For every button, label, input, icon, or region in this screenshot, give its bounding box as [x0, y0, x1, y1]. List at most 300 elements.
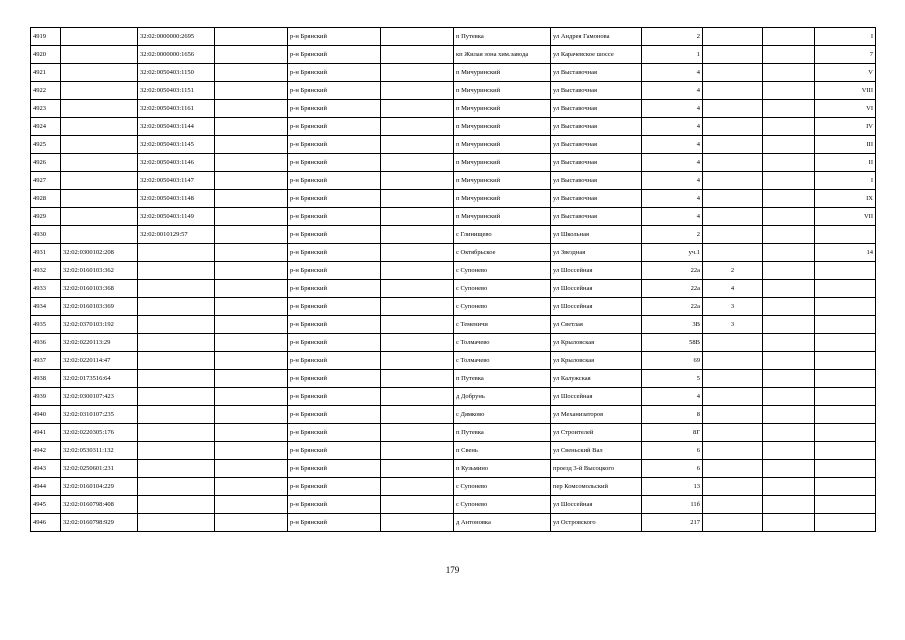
table-cell: [763, 262, 815, 280]
table-cell: [815, 316, 876, 334]
table-body: [31, 28, 876, 532]
table-cell: [703, 100, 763, 118]
table-cell: с Октябрьское: [454, 244, 551, 262]
table-row: [31, 298, 876, 316]
table-cell: ул Выставочная: [551, 64, 642, 82]
data-table: [30, 27, 876, 532]
table-cell: [763, 190, 815, 208]
table-cell: [763, 208, 815, 226]
table-cell: п Мичуринский: [454, 136, 551, 154]
table-row: [31, 208, 876, 226]
table-cell: [703, 172, 763, 190]
table-cell: с Толмачево: [454, 334, 551, 352]
table-cell: 32:02:0220305:176: [61, 424, 138, 442]
table-cell: 4931: [31, 244, 61, 262]
table-cell: [138, 442, 215, 460]
table-cell: 4921: [31, 64, 61, 82]
table-cell: [215, 28, 288, 46]
table-cell: р-н Брянский: [288, 316, 381, 334]
table-cell: 4934: [31, 298, 61, 316]
table-cell: [763, 406, 815, 424]
table-cell: [61, 172, 138, 190]
table-cell: I: [815, 172, 876, 190]
table-cell: р-н Брянский: [288, 100, 381, 118]
table-cell: [763, 478, 815, 496]
table-cell: [381, 226, 454, 244]
table-cell: IX: [815, 190, 876, 208]
table-cell: р-н Брянский: [288, 460, 381, 478]
table-cell: [815, 478, 876, 496]
table-cell: [381, 352, 454, 370]
table-cell: 32:02:0160103:362: [61, 262, 138, 280]
table-cell: [138, 406, 215, 424]
table-cell: [763, 136, 815, 154]
table-cell: [763, 352, 815, 370]
table-cell: 4946: [31, 514, 61, 532]
table-cell: [763, 514, 815, 532]
table-cell: [381, 460, 454, 478]
table-cell: р-н Брянский: [288, 478, 381, 496]
table-cell: [815, 262, 876, 280]
table-row: [31, 262, 876, 280]
table-cell: 32:02:0000000:1656: [138, 46, 215, 64]
table-cell: III: [815, 136, 876, 154]
table-cell: [138, 388, 215, 406]
table-cell: [381, 388, 454, 406]
table-row: [31, 388, 876, 406]
table-cell: [138, 478, 215, 496]
table-cell: [215, 82, 288, 100]
table-cell: ул Светлая: [551, 316, 642, 334]
table-cell: [763, 424, 815, 442]
table-cell: ул Карачевское шоссе: [551, 46, 642, 64]
table-cell: [215, 226, 288, 244]
table-cell: [703, 388, 763, 406]
table-cell: [763, 154, 815, 172]
table-cell: ул Выставочная: [551, 190, 642, 208]
table-cell: [381, 118, 454, 136]
table-cell: [703, 334, 763, 352]
table-cell: 2: [642, 226, 703, 244]
table-cell: 32:02:0050403:1150: [138, 64, 215, 82]
table-cell: р-н Брянский: [288, 244, 381, 262]
table-cell: д Добрунь: [454, 388, 551, 406]
table-cell: [215, 460, 288, 478]
table-row: [31, 514, 876, 532]
table-cell: [381, 82, 454, 100]
table-cell: с Дямково: [454, 406, 551, 424]
table-cell: [381, 64, 454, 82]
table-cell: 32:02:0160104:229: [61, 478, 138, 496]
table-row: [31, 28, 876, 46]
table-cell: [381, 424, 454, 442]
table-cell: [215, 370, 288, 388]
table-cell: р-н Брянский: [288, 64, 381, 82]
table-cell: [61, 28, 138, 46]
table-cell: 4: [642, 208, 703, 226]
table-cell: 32:02:0050403:1147: [138, 172, 215, 190]
table-cell: р-н Брянский: [288, 190, 381, 208]
table-cell: [763, 172, 815, 190]
table-cell: 32:02:0050403:1148: [138, 190, 215, 208]
table-cell: с Теменичи: [454, 316, 551, 334]
table-cell: [215, 514, 288, 532]
table-cell: [61, 208, 138, 226]
table-cell: 32:02:0050403:1145: [138, 136, 215, 154]
table-cell: 4938: [31, 370, 61, 388]
table-cell: [215, 118, 288, 136]
table-cell: [815, 352, 876, 370]
table-cell: [215, 154, 288, 172]
table-cell: 32:02:0300107:423: [61, 388, 138, 406]
table-cell: 32:02:0050403:1144: [138, 118, 215, 136]
table-cell: [215, 136, 288, 154]
table-cell: ул Крыловская: [551, 352, 642, 370]
table-cell: 22а: [642, 280, 703, 298]
table-cell: 6: [642, 460, 703, 478]
table-cell: с Супонево: [454, 280, 551, 298]
table-cell: 22а: [642, 262, 703, 280]
table-cell: [815, 496, 876, 514]
table-cell: ул Шоссейная: [551, 262, 642, 280]
table-cell: 4923: [31, 100, 61, 118]
table-row: [31, 478, 876, 496]
table-cell: 4920: [31, 46, 61, 64]
table-cell: 11б: [642, 496, 703, 514]
table-cell: 32:02:0220114:47: [61, 352, 138, 370]
table-cell: 32:02:0220113:29: [61, 334, 138, 352]
table-cell: 32:02:0173516:64: [61, 370, 138, 388]
table-cell: 4944: [31, 478, 61, 496]
table-cell: [138, 262, 215, 280]
table-cell: п Кузьмино: [454, 460, 551, 478]
table-cell: с Супонево: [454, 262, 551, 280]
table-cell: [763, 370, 815, 388]
table-row: [31, 118, 876, 136]
table-cell: п Путевка: [454, 424, 551, 442]
table-row: [31, 172, 876, 190]
table-cell: 14: [815, 244, 876, 262]
table-cell: [703, 496, 763, 514]
table-cell: [215, 496, 288, 514]
table-cell: [815, 460, 876, 478]
table-cell: ул Калужская: [551, 370, 642, 388]
table-cell: п Мичуринский: [454, 208, 551, 226]
table-cell: ул Выставочная: [551, 82, 642, 100]
table-cell: [815, 370, 876, 388]
table-cell: [703, 406, 763, 424]
table-cell: [703, 460, 763, 478]
table-cell: [381, 496, 454, 514]
table-cell: [138, 316, 215, 334]
table-cell: [138, 370, 215, 388]
table-cell: п Путевка: [454, 370, 551, 388]
table-cell: [215, 100, 288, 118]
table-cell: 4927: [31, 172, 61, 190]
table-cell: проезд 3-й Высоцкого: [551, 460, 642, 478]
table-cell: [215, 298, 288, 316]
table-cell: V: [815, 64, 876, 82]
table-cell: [215, 244, 288, 262]
table-cell: р-н Брянский: [288, 154, 381, 172]
table-cell: п Мичуринский: [454, 190, 551, 208]
table-cell: [815, 424, 876, 442]
table-cell: р-н Брянский: [288, 82, 381, 100]
table-cell: [703, 244, 763, 262]
table-cell: ул Шоссейная: [551, 280, 642, 298]
table-cell: ул Звездная: [551, 244, 642, 262]
table-cell: [703, 352, 763, 370]
table-cell: [703, 28, 763, 46]
table-cell: [703, 154, 763, 172]
table-cell: р-н Брянский: [288, 424, 381, 442]
table-cell: ул Выставочная: [551, 118, 642, 136]
table-cell: р-н Брянский: [288, 46, 381, 64]
table-cell: [215, 172, 288, 190]
table-cell: [138, 352, 215, 370]
table-row: [31, 442, 876, 460]
table-cell: [703, 46, 763, 64]
table-row: [31, 244, 876, 262]
table-cell: р-н Брянский: [288, 28, 381, 46]
table-cell: [215, 280, 288, 298]
table-cell: 32:02:0050403:1146: [138, 154, 215, 172]
table-cell: [381, 370, 454, 388]
table-cell: [138, 460, 215, 478]
table-cell: [815, 406, 876, 424]
table-cell: [61, 82, 138, 100]
table-cell: [703, 208, 763, 226]
table-cell: [215, 478, 288, 496]
table-cell: р-н Брянский: [288, 334, 381, 352]
table-cell: 4940: [31, 406, 61, 424]
table-cell: р-н Брянский: [288, 514, 381, 532]
table-cell: 4930: [31, 226, 61, 244]
table-cell: [61, 226, 138, 244]
table-cell: 32:02:0370103:192: [61, 316, 138, 334]
table-cell: пер Комсомольский: [551, 478, 642, 496]
table-row: [31, 496, 876, 514]
table-cell: VI: [815, 100, 876, 118]
table-cell: I: [815, 28, 876, 46]
table-cell: 4: [642, 118, 703, 136]
table-cell: 58В: [642, 334, 703, 352]
table-row: [31, 64, 876, 82]
table-cell: [703, 118, 763, 136]
table-cell: 4942: [31, 442, 61, 460]
table-row: [31, 370, 876, 388]
table-cell: 32:02:0300102:208: [61, 244, 138, 262]
table-row: [31, 46, 876, 64]
table-cell: 4937: [31, 352, 61, 370]
table-cell: [703, 82, 763, 100]
table-cell: р-н Брянский: [288, 370, 381, 388]
table-row: [31, 280, 876, 298]
table-cell: 4933: [31, 280, 61, 298]
table-cell: 4943: [31, 460, 61, 478]
table-cell: п Мичуринский: [454, 118, 551, 136]
table-cell: 3В: [642, 316, 703, 334]
table-cell: [381, 262, 454, 280]
table-cell: с Супонево: [454, 478, 551, 496]
table-cell: ул Выставочная: [551, 154, 642, 172]
table-cell: 4945: [31, 496, 61, 514]
table-cell: [381, 208, 454, 226]
table-cell: ул Школьная: [551, 226, 642, 244]
table-cell: 4935: [31, 316, 61, 334]
table-cell: [763, 244, 815, 262]
table-cell: [703, 514, 763, 532]
table-cell: 32:02:0250601:231: [61, 460, 138, 478]
table-row: [31, 316, 876, 334]
table-cell: 4: [642, 388, 703, 406]
table-cell: [138, 244, 215, 262]
table-cell: 22а: [642, 298, 703, 316]
table-cell: [763, 496, 815, 514]
table-cell: [763, 280, 815, 298]
table-cell: [815, 280, 876, 298]
table-cell: 4932: [31, 262, 61, 280]
table-cell: [381, 334, 454, 352]
table-cell: 4: [642, 100, 703, 118]
table-cell: [61, 118, 138, 136]
table-cell: [381, 244, 454, 262]
table-row: [31, 424, 876, 442]
table-cell: п Мичуринский: [454, 64, 551, 82]
table-cell: VII: [815, 208, 876, 226]
table-cell: 32:02:0160103:369: [61, 298, 138, 316]
table-cell: 32:02:0050403:1161: [138, 100, 215, 118]
table-cell: [381, 154, 454, 172]
table-cell: р-н Брянский: [288, 172, 381, 190]
table-cell: [138, 280, 215, 298]
table-cell: р-н Брянский: [288, 136, 381, 154]
table-cell: р-н Брянский: [288, 298, 381, 316]
table-cell: [215, 406, 288, 424]
table-cell: [61, 136, 138, 154]
table-cell: [61, 46, 138, 64]
table-row: [31, 352, 876, 370]
table-cell: 6: [642, 442, 703, 460]
table-cell: [215, 208, 288, 226]
table-cell: [763, 388, 815, 406]
table-row: [31, 226, 876, 244]
table-row: [31, 100, 876, 118]
table-cell: [703, 478, 763, 496]
table-cell: 4: [642, 136, 703, 154]
table-cell: п Мичуринский: [454, 154, 551, 172]
table-cell: [381, 100, 454, 118]
table-cell: [138, 496, 215, 514]
table-cell: 3: [703, 298, 763, 316]
table-cell: 4936: [31, 334, 61, 352]
table-row: [31, 82, 876, 100]
table-cell: [703, 136, 763, 154]
table-cell: [215, 316, 288, 334]
table-cell: 1: [642, 46, 703, 64]
table-cell: [215, 46, 288, 64]
table-cell: [215, 388, 288, 406]
table-cell: [703, 190, 763, 208]
table-cell: 4: [703, 280, 763, 298]
table-cell: ул Островского: [551, 514, 642, 532]
table-cell: [138, 514, 215, 532]
table-row: [31, 154, 876, 172]
table-cell: [815, 514, 876, 532]
table-cell: [61, 154, 138, 172]
table-cell: с Супонево: [454, 298, 551, 316]
table-cell: [381, 280, 454, 298]
table-cell: [815, 226, 876, 244]
table-cell: 32:02:0160798:408: [61, 496, 138, 514]
table-cell: [381, 514, 454, 532]
table-cell: р-н Брянский: [288, 226, 381, 244]
table-cell: уч.1: [642, 244, 703, 262]
table-cell: р-н Брянский: [288, 208, 381, 226]
table-cell: с Супонево: [454, 496, 551, 514]
table-cell: [381, 172, 454, 190]
table-cell: [381, 46, 454, 64]
table-cell: [763, 82, 815, 100]
table-cell: ул Выставочная: [551, 100, 642, 118]
table-cell: 8: [642, 406, 703, 424]
table-cell: [215, 352, 288, 370]
table-cell: [61, 64, 138, 82]
table-cell: 32:02:0160798:929: [61, 514, 138, 532]
table-cell: 8Г: [642, 424, 703, 442]
table-cell: [703, 64, 763, 82]
table-cell: 32:02:0010129:57: [138, 226, 215, 244]
table-cell: [703, 442, 763, 460]
table-cell: п Мичуринский: [454, 82, 551, 100]
table-cell: 69: [642, 352, 703, 370]
table-cell: [215, 442, 288, 460]
table-cell: ул Свеньский Вал: [551, 442, 642, 460]
table-cell: ул Шоссейная: [551, 298, 642, 316]
table-cell: [381, 190, 454, 208]
page-number: 179: [445, 565, 460, 575]
table-cell: [763, 316, 815, 334]
table-cell: р-н Брянский: [288, 118, 381, 136]
table-cell: 4: [642, 190, 703, 208]
table-cell: 2: [642, 28, 703, 46]
table-cell: ул Шоссейная: [551, 496, 642, 514]
table-row: [31, 460, 876, 478]
table-row: [31, 406, 876, 424]
table-cell: 7: [815, 46, 876, 64]
table-cell: кп Жилая зона хим.завода: [454, 46, 551, 64]
table-cell: [61, 100, 138, 118]
table-cell: ул Шоссейная: [551, 388, 642, 406]
table-cell: 4: [642, 82, 703, 100]
table-cell: [61, 190, 138, 208]
table-cell: р-н Брянский: [288, 406, 381, 424]
table-cell: [381, 478, 454, 496]
table-cell: [215, 262, 288, 280]
table-cell: [381, 136, 454, 154]
table-cell: 4: [642, 172, 703, 190]
table-row: [31, 190, 876, 208]
table-row: [31, 136, 876, 154]
table-cell: [763, 460, 815, 478]
table-cell: 32:02:0530311:132: [61, 442, 138, 460]
table-cell: [138, 334, 215, 352]
table-cell: [215, 64, 288, 82]
table-cell: [763, 334, 815, 352]
table-cell: [138, 424, 215, 442]
table-cell: [215, 190, 288, 208]
table-cell: р-н Брянский: [288, 388, 381, 406]
